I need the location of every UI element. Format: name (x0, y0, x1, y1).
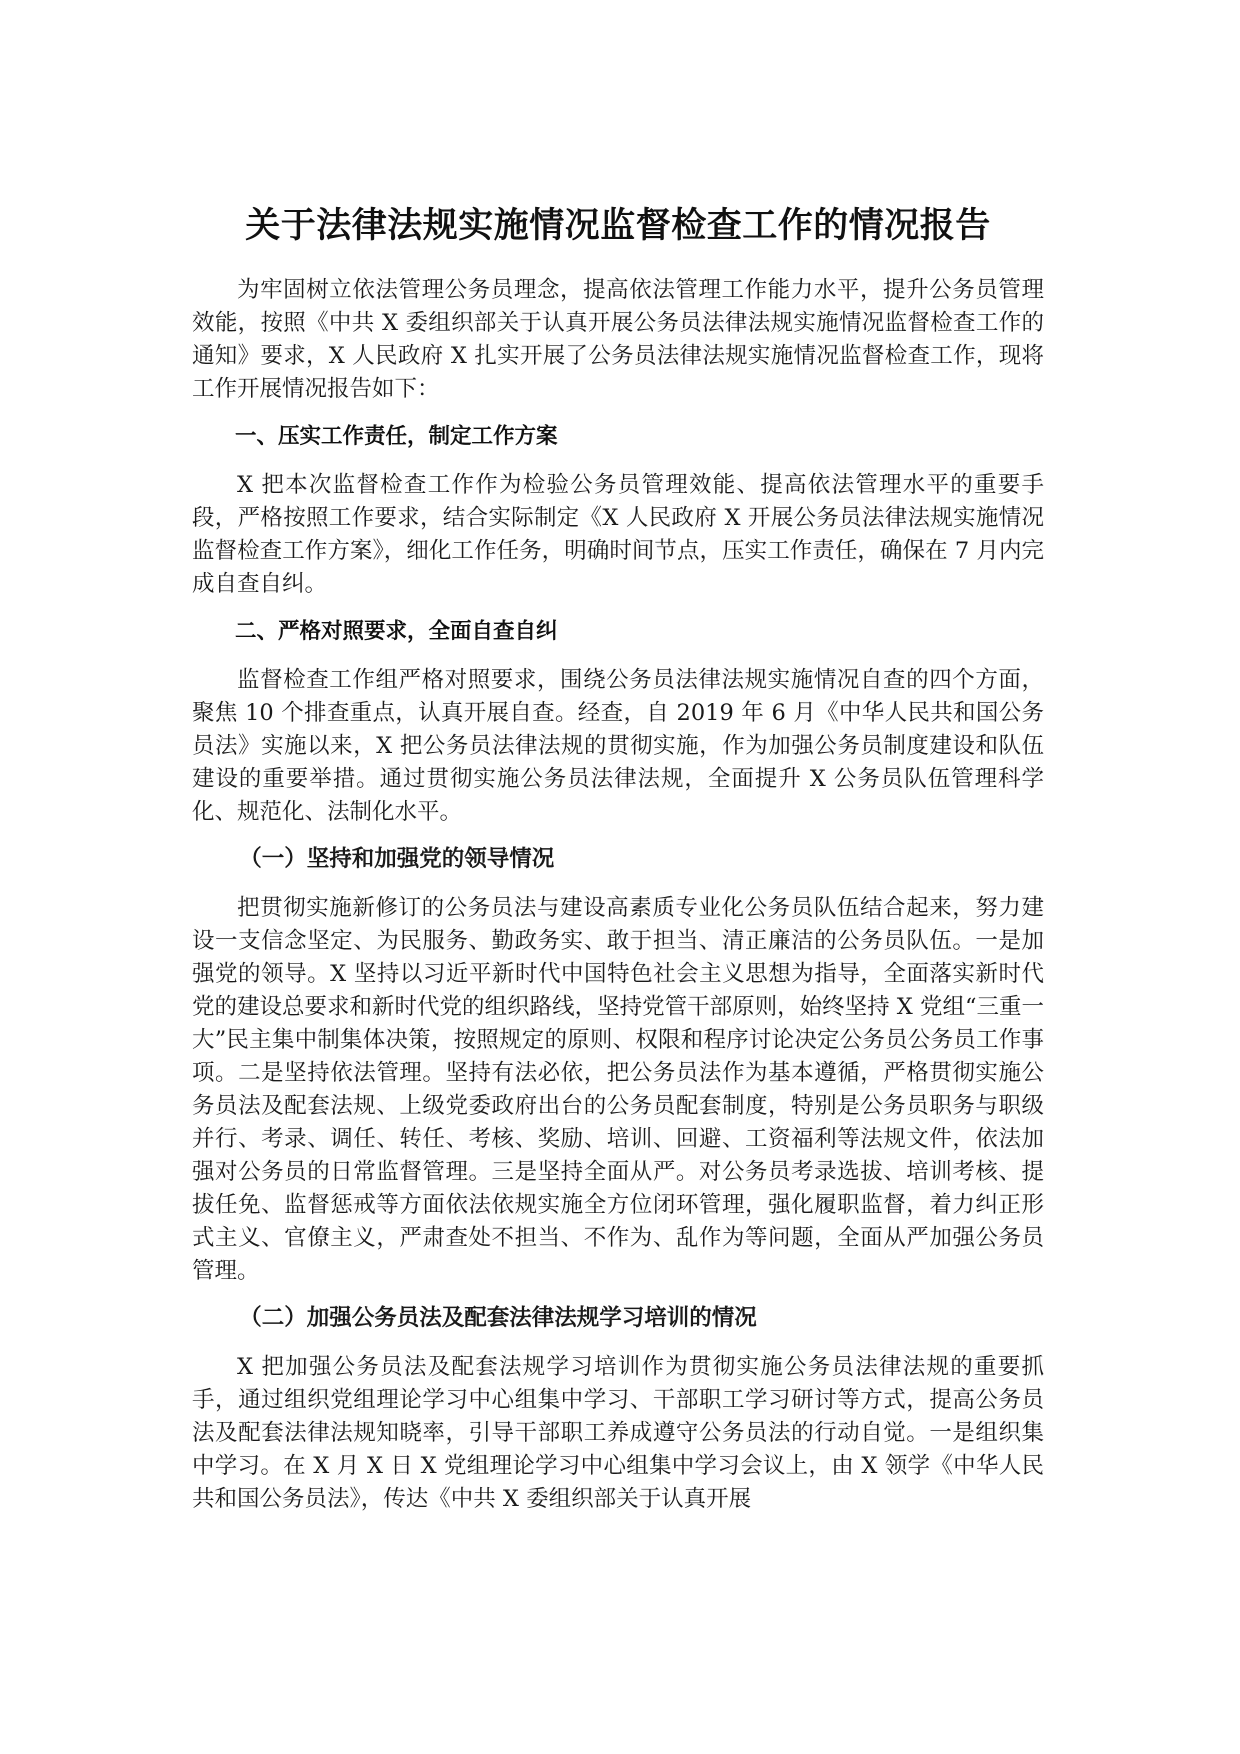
subsection-1-paragraph: 把贯彻实施新修订的公务员法与建设高素质专业化公务员队伍结合起来，努力建设一支信念坚定、为民服务、勤政务实、敢于担当、清正廉洁的公务员队伍。一是加强党的领导。X 坚持以习近平新时代中国特色社会主义思想为指导，全面落实新时代党的建设总要求和新时代党的组织路线，坚持党管干部原则，始终坚持 X 党组“三重一大”民主集中制集体决策，按照规定的原则、权限和程序讨论决定公务员公务员工作事项。二是坚持依法管理。坚持有法必依，把公务员法作为基本遵循，严格贯彻实施公务员法及配套法规、上级党委政府出台的公务员配套制度，特别是公务员职务与职级并行、考录、调任、转任、考核、奖励、培训、回避、工资福利等法规文件，依法加强对公务员的日常监督管理。三是坚持全面从严。对公务员考录选拔、培训考核、提拔任免、监督惩戒等方面依法依规实施全方位闭环管理，强化履职监督，着力纠正形式主义、官僚主义，严肃查处不担当、不作为、乱作为等问题，全面从严加强公务员管理。 (192, 895, 1044, 1284)
subsection-1-heading: （一）坚持和加强党的领导情况 (239, 846, 555, 872)
intro-paragraph: 为牢固树立依法管理公务员理念，提高依法管理工作能力水平，提升公务员管理效能，按照《中共 X 委组织部关于认真开展公务员法律法规实施情况监督检查工作的通知》要求，X 人民政府 X 扎实开展了公务员法律法规实施情况监督检查工作，现将工作开展情况报告如下： (192, 277, 1044, 402)
section-2-paragraph: 监督检查工作组严格对照要求，围绕公务员法律法规实施情况自查的四个方面，聚焦 10 个排查重点，认真开展自查。经查，自 2019 年 6 月《中华人民共和国公务员法》实施以来，X 把公务员法律法规的贯彻实施，作为加强公务员制度建设和队伍建设的重要举措。通过贯彻实施公务员法律法规，全面提升 X 公务员队伍管理科学化、规范化、法制化水平。 (192, 667, 1044, 825)
document-title: 关于法律法规实施情况监督检查工作的情况报告 (245, 205, 991, 246)
section-1-paragraph: X 把本次监督检查工作作为检验公务员管理效能、提高依法管理水平的重要手段，严格按照工作要求，结合实际制定《X 人民政府 X 开展公务员法律法规实施情况监督检查工作方案》，细化工作任务，明确时间节点，压实工作责任，确保在 7 月内完成自查自纠。 (192, 472, 1044, 597)
section-1-heading: 一、压实工作责任，制定工作方案 (235, 424, 558, 449)
section-2-heading: 二、严格对照要求，全面自查自纠 (235, 619, 558, 644)
document-body (192, 200, 1044, 1530)
subsection-2-paragraph: X 把加强公务员法及配套法规学习培训作为贯彻实施公务员法律法规的重要抓手，通过组织党组理论学习中心组集中学习、干部职工学习研讨等方式，提高公务员法及配套法律法规知晓率，引导干部职工养成遵守公务员法的行动自觉。一是组织集中学习。在 X 月 X 日 X 党组理论学习中心组集中学习会议上，由 X 领学《中华人民共和国公务员法》，传达《中共 X 委组织部关于认真开展 (192, 1354, 1044, 1512)
subsection-2-heading: （二）加强公务员法及配套法律法规学习培训的情况 (239, 1305, 757, 1331)
